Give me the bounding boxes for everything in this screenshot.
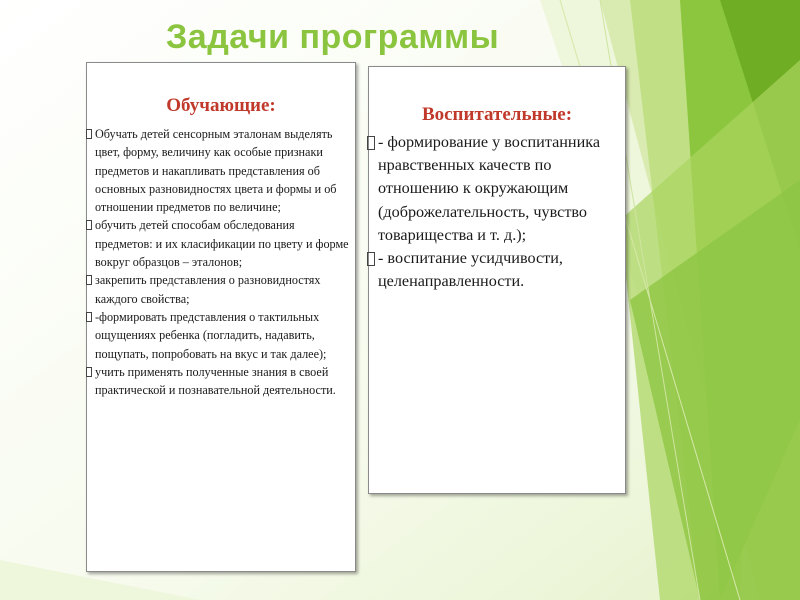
teaching-tasks-heading: Обучающие:	[166, 95, 276, 116]
list-item	[87, 216, 355, 271]
list-item-text: -формировать представления о тактильных ощущениях ребенка (погладить, надавить, пощупать, попробовать на вкус и так далее);	[95, 309, 327, 361]
slide-title: Задачи программы	[166, 18, 500, 56]
bullet-icon	[86, 367, 92, 377]
list-item-text: - формирование у воспитанника нравственных качеств по отношению к окружающим (доброжелательность, чувство товарищества и т. д.);	[378, 133, 601, 244]
upbringing-tasks-list	[369, 131, 625, 293]
list-item	[87, 308, 355, 363]
list-item	[369, 131, 625, 247]
upbringing-tasks-box	[368, 66, 626, 494]
teaching-tasks-list	[87, 125, 355, 399]
teaching-tasks-box	[86, 62, 356, 572]
bullet-icon	[367, 136, 375, 150]
list-item-text: закрепить представления о разновидностях каждого свойства;	[95, 273, 321, 306]
upbringing-tasks-heading: Воспитательные:	[421, 104, 573, 125]
bullet-icon	[86, 220, 92, 230]
bullet-icon	[86, 129, 92, 139]
bullet-icon	[86, 275, 92, 285]
bullet-icon	[367, 252, 375, 266]
list-item	[369, 247, 625, 293]
bullet-icon	[86, 312, 92, 322]
list-item-text: обучить детей способам обследования предметов: и их класификации по цвету и форме вокруг образцов – эталонов;	[95, 218, 349, 270]
list-item-text: - воспитание усидчивости, целенаправленности.	[378, 249, 563, 291]
list-item-text: учить применять полученные знания в своей практической и познавательной деятельности.	[95, 364, 336, 398]
list-item	[87, 363, 355, 400]
list-item-text: Обучать детей сенсорным эталонам выделять цвет, форму, величину как особые признаки предметов и накапливать представления об основных разновидностях цвета и формы и об отношении предметов по величине;	[95, 127, 337, 215]
list-item	[87, 125, 355, 216]
list-item	[87, 271, 355, 308]
